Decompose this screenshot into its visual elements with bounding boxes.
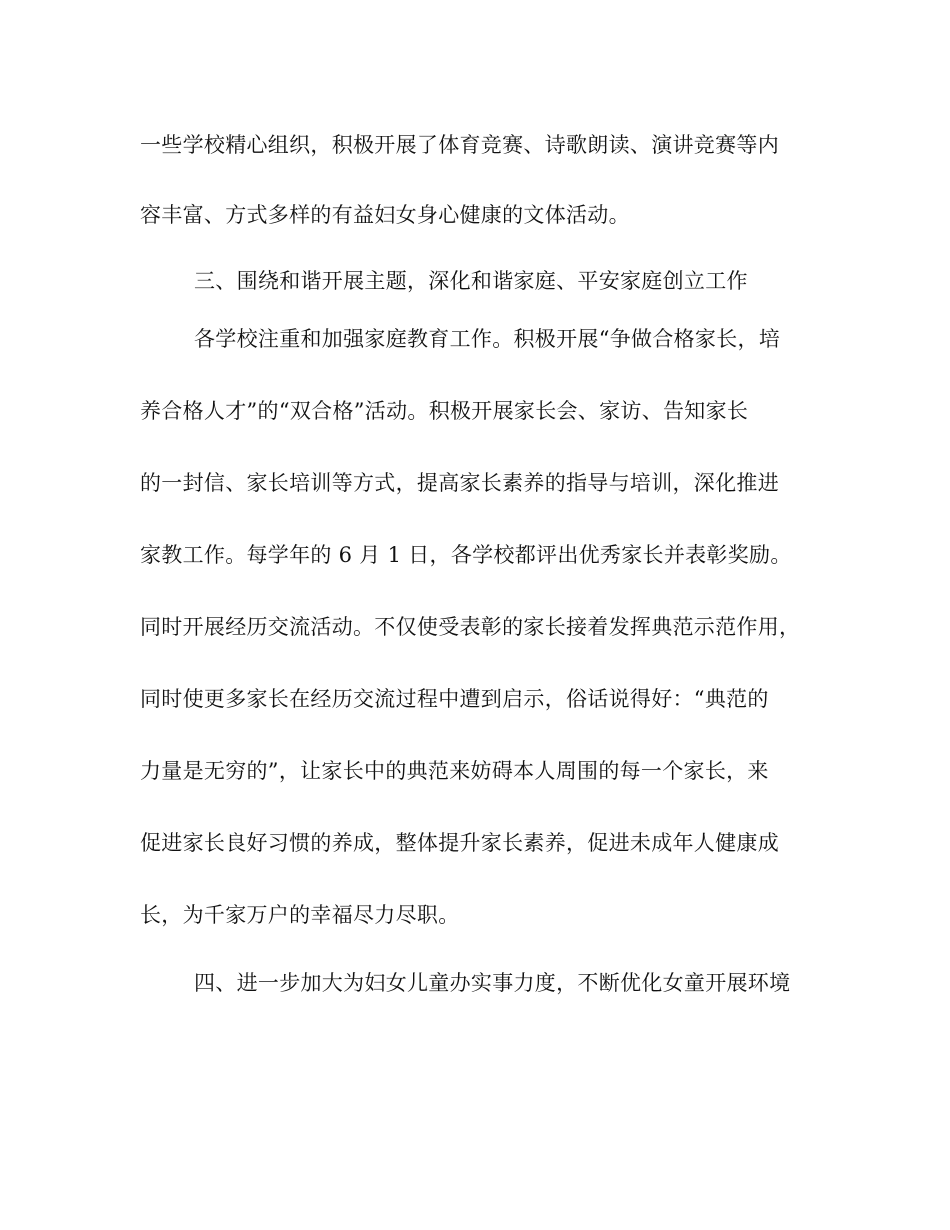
text-line-8: 同时开展经历交流活动。不仅使受表彰的家长接着发挥典范示范作用， [140,615,801,639]
text-line-12: 长，为千家万户的幸福尽力尽职。 [140,903,460,927]
text-line-6: 的一封信、家长培训等方式，提高家长素养的指导与培训，深化推进 [140,471,779,495]
text-line-7: 家教工作。每学年的 6 月 1 日，各学校都评出优秀家长并表彰奖励。 [140,543,792,567]
section-heading-4: 四、进一步加大为妇女儿童办实事力度，不断优化女童开展环境 [194,971,791,995]
text-line-2: 容丰富、方式多样的有益妇女身心健康的文体活动。 [140,203,630,227]
section-heading-3: 三、围绕和谐开展主题，深化和谐家庭、平安家庭创立工作 [194,269,748,293]
text-line-11: 促进家长良好习惯的养成，整体提升家长素养，促进未成年人健康成 [140,831,779,855]
paragraph-start-line: 各学校注重和加强家庭教育工作。积极开展“争做合格家长，培 [194,327,781,351]
text-line-10: 力量是无穷的”，让家长中的典范来妨碍本人周围的每一个家长，来 [140,759,769,783]
text-line-1: 一些学校精心组织，积极开展了体育竞赛、诗歌朗读、演讲竞赛等内 [140,133,779,157]
text-line-9: 同时使更多家长在经历交流过程中遭到启示，俗话说得好：“典范的 [140,687,769,711]
text-line-5: 养合格人才”的“双合格”活动。积极开展家长会、家访、告知家长 [140,399,749,423]
